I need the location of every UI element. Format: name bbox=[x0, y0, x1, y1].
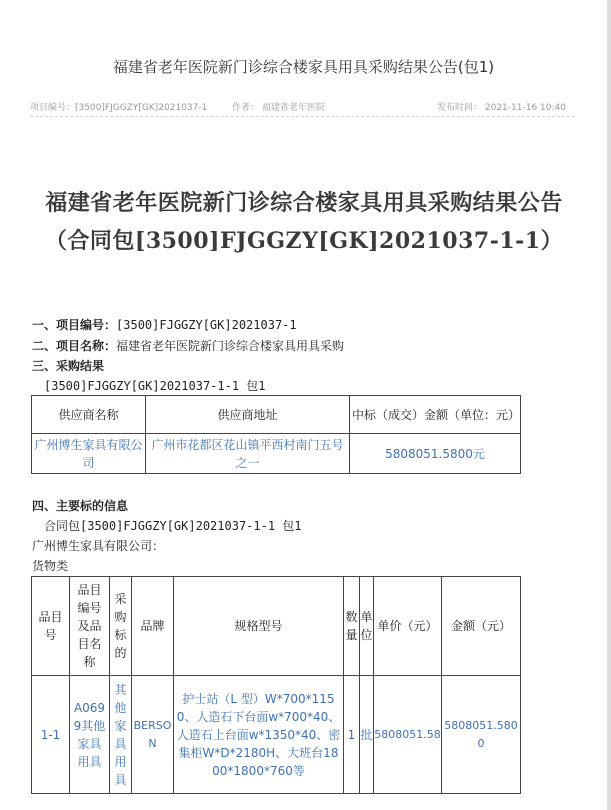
section-project-name bbox=[32, 337, 344, 354]
result-bid-amount: 5808051.5800元 bbox=[350, 434, 521, 474]
goods-qty: 1 bbox=[344, 676, 360, 794]
section-3-label: 三、采购结果 bbox=[32, 359, 105, 373]
goods-unit: 批 bbox=[360, 676, 374, 794]
result-header-supplier: 供应商名称 bbox=[32, 396, 146, 434]
result-table bbox=[31, 395, 521, 474]
goods-header-spec: 规格型号 bbox=[174, 577, 344, 676]
goods-header-qty: 数量 bbox=[344, 577, 360, 676]
goods-code-name: A0699其他家具用具 bbox=[70, 676, 110, 794]
goods-spec: 护士站（L 型）W*700*1150、人造石下台面w*700*40、人造石上台面w*1350*40、密集柜W*D*2180H、大班台1800*1800*760等 bbox=[174, 676, 344, 794]
section-result-heading bbox=[32, 357, 104, 374]
project-number-meta: 项目编号：[3500]FJGGZY[GK]2021037-1 bbox=[30, 103, 208, 113]
section-2-label: 二、项目名称： bbox=[32, 339, 117, 353]
section-1-label: 一、项目编号： bbox=[32, 318, 117, 332]
goods-unit-price: 5808051.58 bbox=[374, 676, 442, 794]
section-2-value: 福建省老年医院新门诊综合楼家具用具采购 bbox=[116, 339, 345, 353]
header-divider bbox=[30, 116, 575, 117]
goods-header-price: 单价（元） bbox=[374, 577, 442, 676]
goods-header-unit: 单位 bbox=[360, 577, 374, 676]
page-title: 福建省老年医院新门诊综合楼家具用具采购结果公告(包1) bbox=[112, 58, 495, 76]
document-title: 福建省老年医院新门诊综合楼家具用具采购结果公告（合同包[3500]FJGGZY[GK]2021037-1-1） bbox=[44, 190, 564, 254]
goods-category-label: 货物类 bbox=[32, 559, 69, 573]
goods-header-target: 采购标的 bbox=[110, 577, 132, 676]
result-header-address: 供应商地址 bbox=[146, 396, 350, 434]
goods-header-item-no: 品目号 bbox=[32, 577, 70, 676]
goods-target: 其他家具用具 bbox=[110, 676, 132, 794]
result-supplier-name: 广州博生家具有限公司 bbox=[32, 434, 146, 474]
goods-total-amount: 5808051.5800 bbox=[442, 676, 521, 794]
goods-header-amount: 金额（元） bbox=[442, 577, 521, 676]
publish-time-meta: 发布时间： 2021-11-16 10:40 bbox=[437, 103, 566, 113]
goods-brand: BERSON bbox=[132, 676, 174, 794]
result-package-line: [3500]FJGGZY[GK]2021037-1-1 包1 bbox=[44, 379, 266, 393]
result-supplier-address: 广州市花都区花山镇平西村南门五号之一 bbox=[146, 434, 350, 474]
section-1-value: [3500]FJGGZY[GK]2021037-1 bbox=[116, 318, 297, 332]
page-edge bbox=[607, 0, 611, 810]
goods-table bbox=[31, 576, 521, 794]
section-project-number bbox=[32, 316, 297, 333]
goods-header-brand: 品牌 bbox=[132, 577, 174, 676]
supplier-line: 广州博生家具有限公司： bbox=[32, 539, 165, 553]
section-items-heading bbox=[32, 497, 128, 514]
section-4-label: 四、主要标的信息 bbox=[32, 499, 129, 513]
items-package-line: 合同包[3500]FJGGZY[GK]2021037-1-1 包1 bbox=[44, 519, 302, 533]
goods-header-code-name: 品目编号及品目名称 bbox=[70, 577, 110, 676]
author-meta: 作者： 福建省老年医院 bbox=[232, 103, 325, 113]
goods-item-no: 1-1 bbox=[32, 676, 70, 794]
result-header-amount: 中标（成交）金额（单位：元） bbox=[350, 396, 521, 434]
